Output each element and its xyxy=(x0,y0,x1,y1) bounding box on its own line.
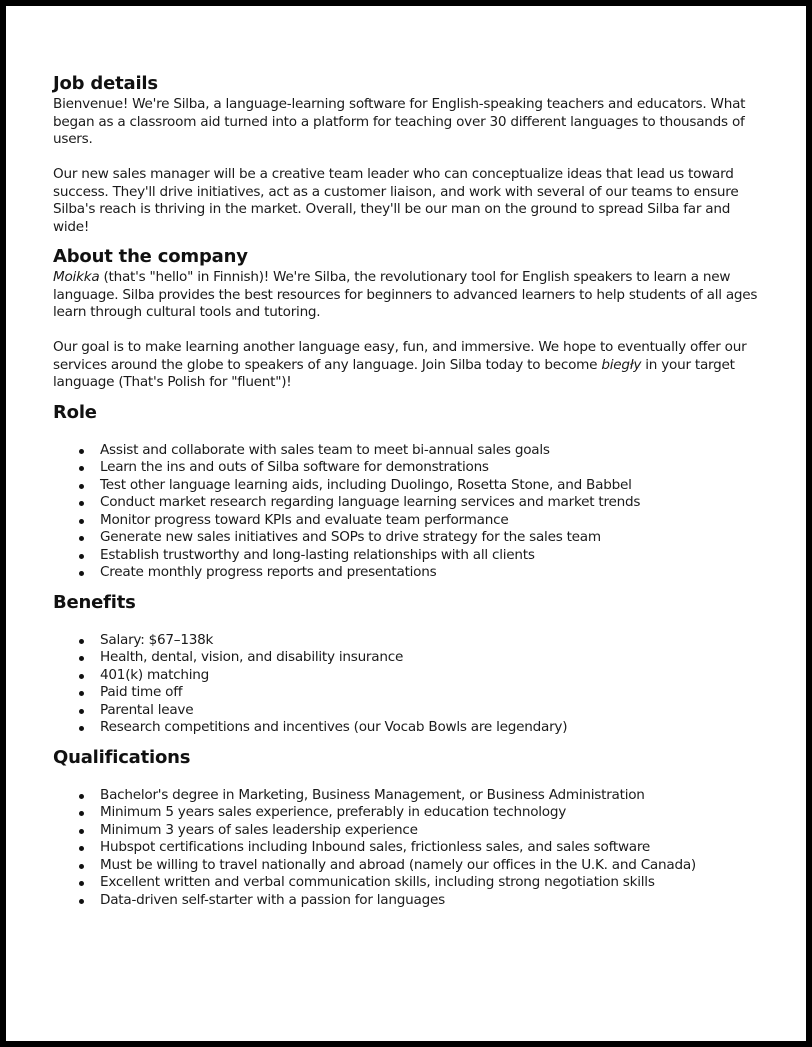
list-item: Must be willing to travel nationally and abroad (namely our offices in the U.K. and Canada) xyxy=(53,857,768,875)
qualifications-list xyxy=(53,787,768,910)
list-item: Create monthly progress reports and presentations xyxy=(53,564,768,582)
list-item: Minimum 5 years sales experience, preferably in education technology xyxy=(53,804,768,822)
about-company-text-1: (that's "hello" in Finnish)! We're Silba, the revolutionary tool for English speakers to learn a new language. Silba provides the best resources for beginners to advanced learners to help students of all ages learn through cultural tools and tutoring. xyxy=(53,269,758,320)
list-item: Research competitions and incentives (our Vocab Bowls are legendary) xyxy=(53,719,768,737)
list-item: Establish trustworthy and long-lasting relationships with all clients xyxy=(53,547,768,565)
list-item: Data-driven self-starter with a passion for languages xyxy=(53,892,768,910)
list-item: Bachelor's degree in Marketing, Business Management, or Business Administration xyxy=(53,787,768,805)
about-company-text-2b: in your target language (That's Polish for "fluent")! xyxy=(53,356,735,390)
list-item: Paid time off xyxy=(53,684,768,702)
list-item: Test other language learning aids, including Duolingo, Rosetta Stone, and Babbel xyxy=(53,477,768,495)
job-posting xyxy=(53,72,768,909)
benefits-section xyxy=(53,591,768,737)
job-details-section xyxy=(53,72,768,236)
list-item: Health, dental, vision, and disability insurance xyxy=(53,649,768,667)
list-item: Salary: $67–138k xyxy=(53,632,768,650)
finnish-greeting: Moikka xyxy=(53,269,100,285)
list-item: Hubspot certifications including Inbound sales, frictionless sales, and sales software xyxy=(53,839,768,857)
list-item: Conduct market research regarding language learning services and market trends xyxy=(53,494,768,512)
job-details-intro: Bienvenue! We're Silba, a language-learning software for English-speaking teachers and educators. What began as a classroom aid turned into a platform for teaching over 30 different languages to thousands of users. xyxy=(53,96,746,147)
role-section xyxy=(53,401,768,582)
list-item: Monitor progress toward KPIs and evaluate team performance xyxy=(53,512,768,530)
about-company-text-2a: Our goal is to make learning another language easy, fun, and immersive. We hope to eventually offer our services around the globe to speakers of any language. Join Silba today to become xyxy=(53,339,747,373)
about-company-heading: About the company xyxy=(53,246,248,267)
list-item: Parental leave xyxy=(53,702,768,720)
qualifications-section xyxy=(53,746,768,910)
list-item: Excellent written and verbal communication skills, including strong negotiation skills xyxy=(53,874,768,892)
job-details-heading: Job details xyxy=(53,73,158,94)
qualifications-heading: Qualifications xyxy=(53,746,191,768)
list-item: Assist and collaborate with sales team to meet bi-annual sales goals xyxy=(53,442,768,460)
benefits-list xyxy=(53,632,768,737)
polish-word: biegły xyxy=(601,356,642,373)
about-company-section xyxy=(53,245,768,392)
list-item: Generate new sales initiatives and SOPs to drive strategy for the sales team xyxy=(53,529,768,547)
job-details-summary: Our new sales manager will be a creative team leader who can conceptualize ideas that lead us toward success. They'll drive initiatives, act as a customer liaison, and work with several of our teams to ensure Silba's reach is thriving in the market. Overall, they'll be our man on the ground to spread Silba far and wide! xyxy=(53,166,739,235)
list-item: Minimum 3 years of sales leadership experience xyxy=(53,822,768,840)
role-list xyxy=(53,442,768,582)
role-heading: Role xyxy=(53,401,97,423)
list-item: Learn the ins and outs of Silba software for demonstrations xyxy=(53,459,768,477)
list-item: 401(k) matching xyxy=(53,667,768,685)
about-company-paragraph-2 xyxy=(53,339,768,392)
about-company-paragraph-1 xyxy=(53,269,768,322)
benefits-heading: Benefits xyxy=(53,591,136,613)
document-page xyxy=(6,6,806,1041)
